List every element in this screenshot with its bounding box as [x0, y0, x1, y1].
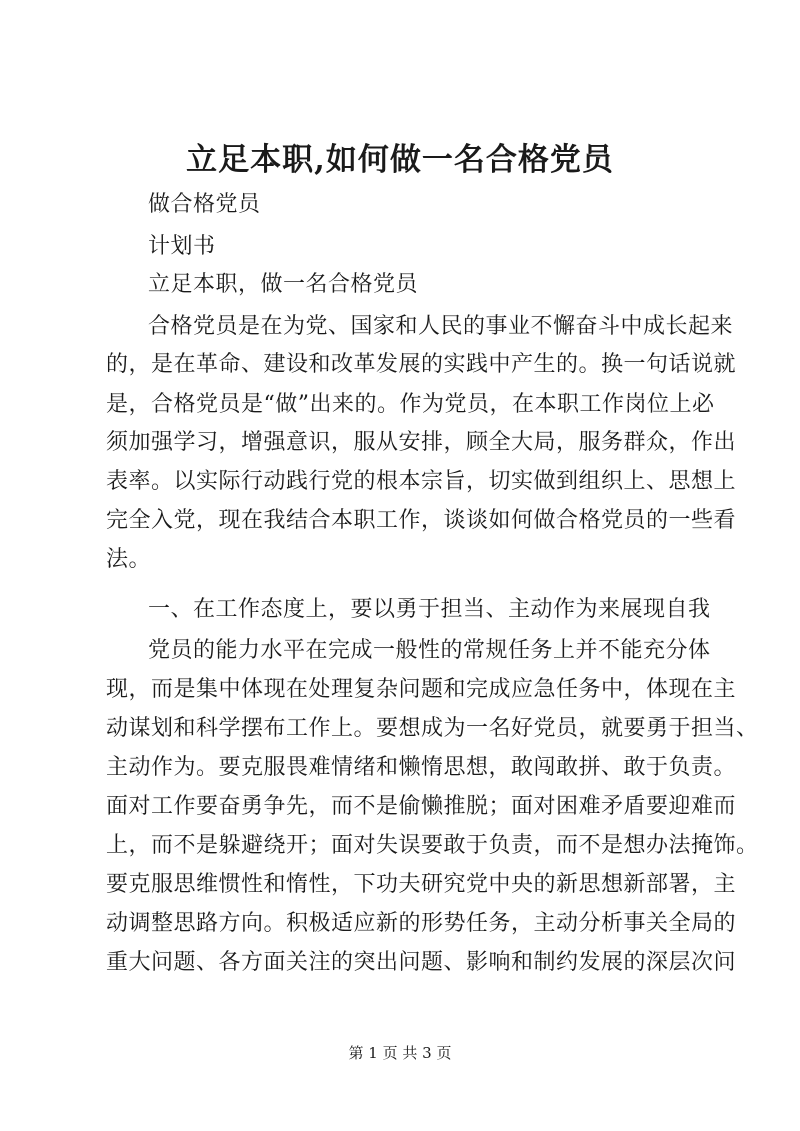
- paragraph-line: 面对工作要奋勇争先，而不是偷懒推脱；面对困难矛盾要迎难而: [106, 794, 737, 819]
- paragraph-line: 现，而是集中体现在处理复杂问题和完成应急任务中，体现在主: [106, 677, 737, 702]
- paragraph-line: 重大问题、各方面关注的突出问题、影响和制约发展的深层次问: [106, 950, 737, 975]
- paragraph-line: 须加强学习，增强意识，服从安排，顾全大局，服务群众，作出: [106, 430, 737, 455]
- subtitle-line: 计划书: [148, 234, 216, 259]
- paragraph-line: 动调整思路方向。积极适应新的形势任务，主动分析事关全局的: [106, 911, 737, 936]
- paragraph-line: 要克服思维惯性和惰性，下功夫研究党中央的新思想新部署，主: [106, 872, 737, 897]
- paragraph-line: 完全入党，现在我结合本职工作，谈谈如何做合格党员的一些看: [106, 508, 737, 533]
- paragraph-line: 党员的能力水平在完成一般性的常规任务上并不能充分体: [148, 638, 711, 663]
- paragraph-line: 是，合格党员是“做”出来的。作为党员，在本职工作岗位上必: [106, 392, 715, 417]
- paragraph-line: 法。: [106, 547, 152, 572]
- section-heading: 一、在工作态度上，要以勇于担当、主动作为来展现自我: [148, 597, 711, 622]
- paragraph-line: 动谋划和科学摆布工作上。要想成为一名好党员，就要勇于担当、: [106, 716, 759, 741]
- subtitle-line: 立足本职，做一名合格党员: [148, 272, 419, 297]
- paragraph-line: 的，是在革命、建设和改革发展的实践中产生的。换一句话说就: [106, 352, 737, 377]
- paragraph-line: 合格党员是在为党、国家和人民的事业不懈奋斗中成长起来: [148, 314, 734, 339]
- paragraph-line: 表率。以实际行动践行党的根本宗旨，切实做到组织上、思想上: [106, 469, 737, 494]
- paragraph-line: 主动作为。要克服畏难情绪和懒惰思想，敢闯敢拼、敢于负责。: [106, 755, 737, 780]
- document-title: 立足本职,如何做一名合格党员: [186, 142, 614, 178]
- paragraph-line: 上，而不是躲避绕开；面对失误要敢于负责，而不是想办法掩饰。: [106, 833, 759, 858]
- subtitle-line: 做合格党员: [148, 192, 261, 217]
- page-number-footer: 第 1 页 共 3 页: [348, 1044, 452, 1062]
